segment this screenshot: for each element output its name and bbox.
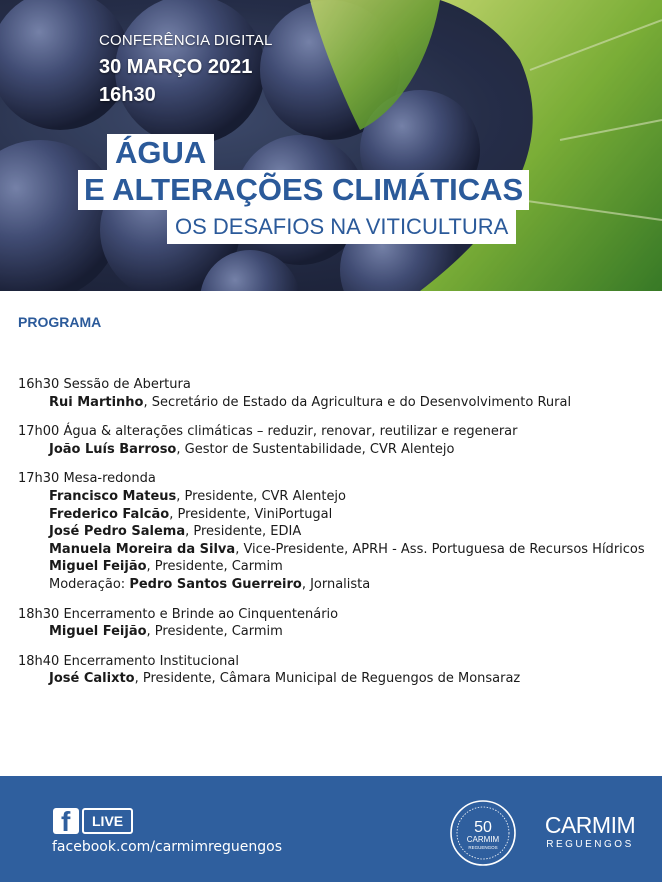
- event-type: CONFERÊNCIA DIGITAL: [99, 32, 273, 49]
- speaker: [18, 523, 658, 541]
- speaker: [18, 558, 658, 576]
- program-item: [18, 653, 658, 688]
- speaker: [18, 623, 658, 641]
- title-line-1: ÁGUA: [107, 134, 214, 172]
- speaker: [18, 394, 658, 412]
- seal-text: CARMIM: [466, 835, 500, 844]
- facebook-link[interactable]: facebook.com/carmimreguengos: [52, 839, 283, 855]
- speaker-role: , Vice-Presidente, APRH - Ass. Portuguesa de Recursos Hídricos: [235, 541, 645, 557]
- speaker: [18, 541, 658, 559]
- speaker-name: Francisco Mateus: [49, 488, 177, 504]
- moderator: [18, 576, 658, 594]
- seal-number: 50: [474, 819, 492, 836]
- session-title: 18h30 Encerramento e Brinde ao Cinquentenário: [18, 606, 339, 622]
- session-title: 17h30 Mesa-redonda: [18, 471, 156, 487]
- live-badge[interactable]: LIVE: [82, 808, 133, 834]
- facebook-icon[interactable]: [53, 808, 79, 834]
- moderation-label: Moderação:: [49, 576, 130, 592]
- carmim-logo: [540, 812, 640, 850]
- speaker-role: , Secretário de Estado da Agricultura e do Desenvolvimento Rural: [143, 394, 572, 410]
- speaker-name: Manuela Moreira da Silva: [49, 541, 236, 557]
- speaker-name: José Calixto: [49, 671, 135, 687]
- speaker-role: , Presidente, Carmim: [146, 559, 283, 575]
- moderator-name: Pedro Santos Guerreiro: [129, 576, 302, 592]
- speaker-role: , Presidente, EDIA: [185, 524, 302, 540]
- speaker-role: , Presidente, CVR Alentejo: [176, 488, 347, 504]
- moderator-role: , Jornalista: [301, 576, 371, 592]
- event-time: 16h30: [99, 84, 156, 106]
- session-title: 16h30 Sessão de Abertura: [18, 377, 191, 392]
- program-item: [18, 606, 658, 641]
- speaker: [18, 488, 658, 506]
- speaker-role: , Presidente, ViniPortugal: [169, 506, 333, 522]
- anniversary-seal-logo: [449, 799, 517, 867]
- speaker-role: , Presidente, Câmara Municipal de Reguengos de Monsaraz: [134, 671, 521, 687]
- program-item: [18, 376, 658, 411]
- speaker-name: Miguel Feijão: [49, 559, 147, 575]
- program-item: [18, 470, 658, 593]
- brand-sub: REGUENGOS: [546, 839, 634, 850]
- speaker-role: , Gestor de Sustentabilidade, CVR Alentejo: [176, 441, 455, 457]
- brand-name: CARMIM: [544, 812, 636, 838]
- facebook-glyph: f: [61, 808, 71, 834]
- speaker-name: José Pedro Salema: [49, 524, 186, 540]
- speaker-name: Miguel Feijão: [49, 624, 147, 640]
- speaker-role: , Presidente, Carmim: [146, 624, 283, 640]
- event-date: 30 MARÇO 2021: [99, 56, 253, 78]
- title-line-2: E ALTERAÇÕES CLIMÁTICAS: [78, 170, 529, 210]
- speaker-name: Frederico Falcão: [49, 506, 170, 522]
- speaker-name: Rui Martinho: [49, 394, 144, 410]
- speaker: [18, 670, 658, 688]
- seal-sub: REGUENGOS: [468, 845, 498, 850]
- session-title: 18h40 Encerramento Institucional: [18, 653, 239, 669]
- subtitle: OS DESAFIOS NA VITICULTURA: [167, 210, 516, 244]
- footer-band: [0, 776, 662, 882]
- speaker: [18, 506, 658, 524]
- speaker: [18, 441, 658, 459]
- hero-banner: [0, 0, 662, 291]
- program-item: [18, 423, 658, 458]
- program-heading: PROGRAMA: [18, 314, 102, 330]
- speaker-name: João Luís Barroso: [49, 441, 177, 457]
- session-title: 17h00 Água & alterações climáticas – reduzir, renovar, reutilizar e regenerar: [18, 424, 518, 440]
- program-list: [18, 376, 658, 700]
